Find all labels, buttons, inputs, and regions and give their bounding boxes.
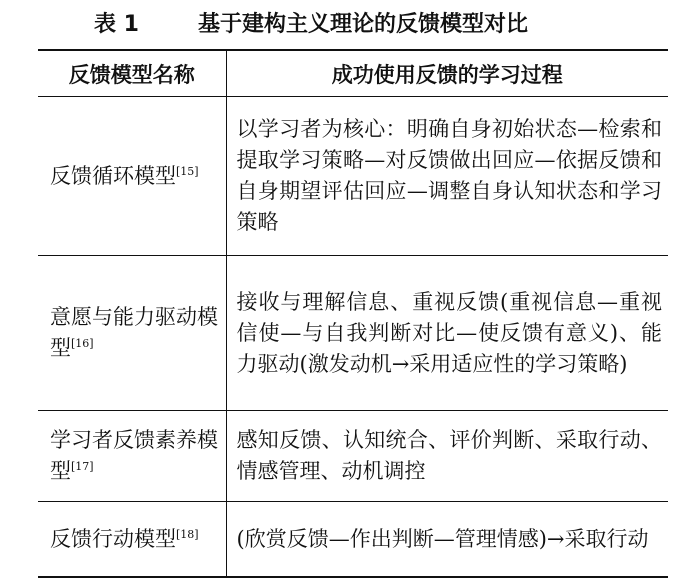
model-name-cell xyxy=(38,256,226,411)
process-cell: 感知反馈、认知统合、评价判断、采取行动、情感管理、动机调控 xyxy=(226,411,668,502)
model-name-cell xyxy=(38,411,226,502)
model-name: 反馈行动模型 xyxy=(50,526,176,551)
table-row xyxy=(38,411,668,502)
reference-mark: [18] xyxy=(176,527,199,541)
process-cell: (欣赏反馈—作出判断—管理情感)→采取行动 xyxy=(236,526,649,551)
model-name: 学习者反馈素养模型 xyxy=(50,428,218,483)
reference-mark: [16] xyxy=(71,337,94,350)
model-name-cell xyxy=(38,502,226,578)
process-cell: 以学习者为核心：明确自身初始状态—检索和提取学习策略—对反馈做出回应—依据反馈和自身期望评估回应—调整自身认知状态和学习策略 xyxy=(226,97,668,256)
feedback-model-comparison-table xyxy=(38,49,668,578)
table-row xyxy=(38,97,668,256)
reference-mark: [17] xyxy=(71,460,94,473)
table-title: 基于建构主义理论的反馈模型对比 xyxy=(198,12,529,37)
table-row xyxy=(38,502,668,578)
model-name: 反馈循环模型 xyxy=(50,163,176,188)
table-label: 表 1 xyxy=(94,12,139,37)
table-header-row xyxy=(38,50,668,97)
process-cell: 接收与理解信息、重视反馈(重视信息—重视信使—与自我判断对比—使反馈有意义)、能力驱动(激发动机→采用适应性的学习策略) xyxy=(226,256,668,411)
table-row xyxy=(38,256,668,411)
model-name-cell xyxy=(38,97,226,256)
header-learning-process: 成功使用反馈的学习过程 xyxy=(226,50,668,97)
header-model-name: 反馈模型名称 xyxy=(38,50,226,97)
model-name: 意愿与能力驱动模型 xyxy=(50,305,218,360)
reference-mark: [15] xyxy=(176,164,199,178)
table-caption xyxy=(0,8,700,42)
